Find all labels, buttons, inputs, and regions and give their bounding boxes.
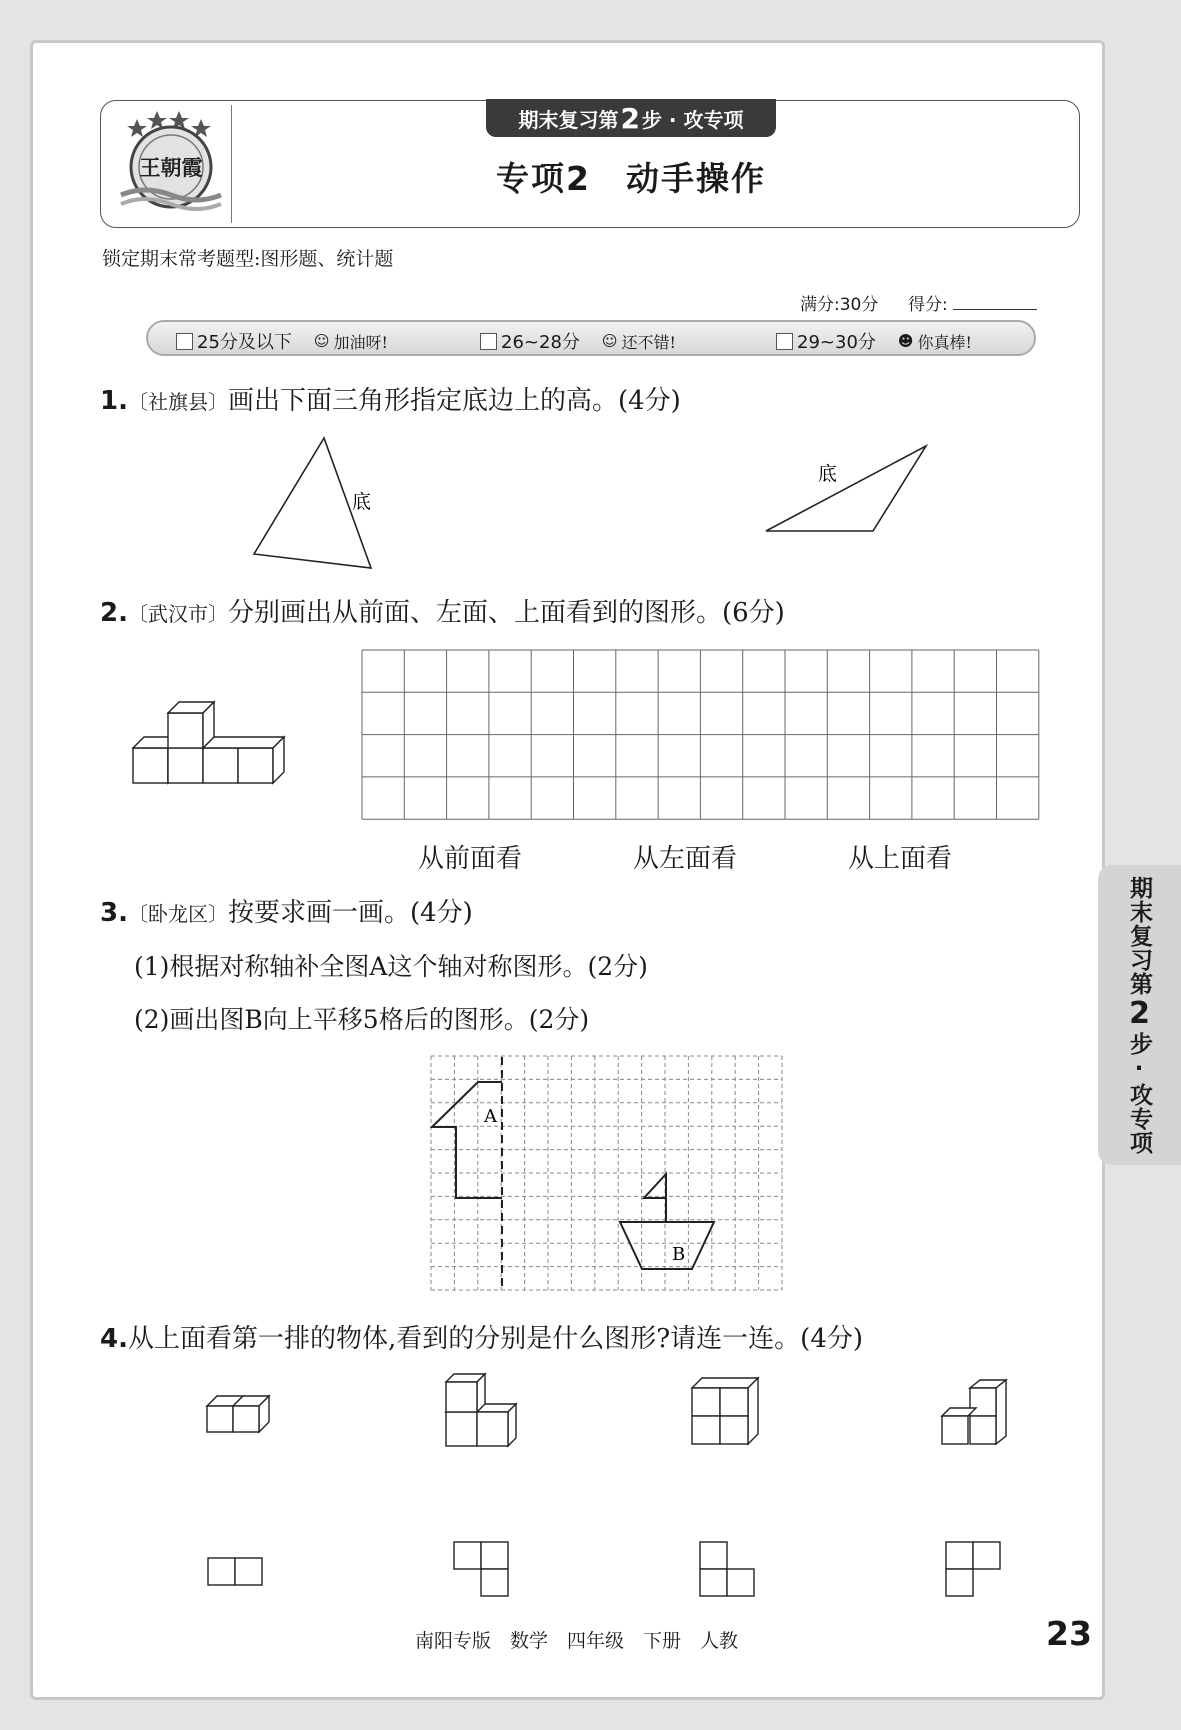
figure-b-sail xyxy=(644,1174,666,1198)
page-title: 专项2 动手操作 xyxy=(496,159,766,198)
q2-source: 〔武汉市〕 xyxy=(127,602,228,626)
svg-text:王朝霞: 王朝霞 xyxy=(139,155,203,180)
score-range-2: 26~28分 xyxy=(501,332,580,353)
front-view-label: 从前面看 xyxy=(418,844,523,874)
figure-a-label: A xyxy=(484,1106,497,1127)
q2-cube-stack xyxy=(128,690,298,790)
q4-view-option-3[interactable] xyxy=(698,1540,758,1602)
figure-a xyxy=(432,1082,502,1198)
q4-view-option-4[interactable] xyxy=(944,1540,1004,1602)
q4-text: 从上面看第一排的物体,看到的分别是什么图形?请连一连。(4分) xyxy=(127,1324,864,1354)
step-tab-prefix: 期末复习第 xyxy=(518,107,619,132)
q4-object-4[interactable] xyxy=(940,1378,1010,1454)
step-tab xyxy=(486,99,776,137)
q4-view-option-1[interactable] xyxy=(206,1556,266,1590)
q3-number: 3. xyxy=(100,898,128,928)
q3-source: 〔卧龙区〕 xyxy=(127,902,228,926)
header-box xyxy=(100,100,1080,228)
score-msg-3: 你真棒! xyxy=(917,332,972,352)
q3-sub2: (2)画出图B向上平移5格后的图形。(2分) xyxy=(134,1005,590,1034)
q1-text: 画出下面三角形指定底边上的高。(4分) xyxy=(227,386,681,416)
figure-b-label: B xyxy=(672,1244,686,1265)
q4-number: 4. xyxy=(100,1324,128,1354)
step-tab-number: 2 xyxy=(620,101,640,135)
logo-divider xyxy=(231,105,232,223)
score-seg-2 xyxy=(480,328,676,354)
top-view-label: 从上面看 xyxy=(848,844,953,874)
triangle-2[interactable] xyxy=(766,446,926,531)
q3-title xyxy=(100,892,473,929)
triangle-2-base-label: 底 xyxy=(818,463,838,485)
q4-title xyxy=(100,1318,863,1355)
score-blank-line[interactable] xyxy=(953,309,1037,310)
side-tab xyxy=(1098,865,1181,1165)
triangle-1-base-label: 底 xyxy=(352,491,372,513)
smile-face-icon: ☺ xyxy=(601,332,618,350)
full-score-label: 满分:30分 xyxy=(800,295,879,315)
left-view-label: 从左面看 xyxy=(633,844,738,874)
got-score-label: 得分: xyxy=(908,295,948,315)
side-tab-suffix: 步·攻专项 xyxy=(1126,1031,1152,1155)
score-msg-1: 加油呀! xyxy=(333,332,388,352)
q2-title xyxy=(100,592,785,629)
score-range-3: 29~30分 xyxy=(797,332,876,353)
logo-seal-icon xyxy=(115,107,227,219)
q2-number: 2. xyxy=(100,598,128,628)
step-tab-suffix: 步 · 攻专项 xyxy=(641,107,744,132)
q2-drawing-grid[interactable] xyxy=(361,649,1041,821)
cheer-face-icon: ☺ xyxy=(313,332,330,350)
score-seg-1 xyxy=(176,328,388,354)
q2-text: 分别画出从前面、左面、上面看到的图形。(6分) xyxy=(227,598,785,628)
q4-object-2[interactable] xyxy=(444,1372,520,1450)
q4-view-option-2[interactable] xyxy=(452,1540,512,1602)
score-bar xyxy=(146,320,1036,356)
figure-b-hull xyxy=(620,1222,714,1269)
score-seg-3 xyxy=(776,328,972,354)
score-checkbox-3[interactable] xyxy=(776,333,793,350)
q3-text: 按要求画一画。(4分) xyxy=(227,898,473,928)
score-range-1: 25分及以下 xyxy=(197,332,292,353)
q1-source: 〔社旗县〕 xyxy=(127,390,228,414)
score-msg-2: 还不错! xyxy=(621,332,676,352)
q1-triangles xyxy=(240,430,960,580)
score-checkbox-2[interactable] xyxy=(480,333,497,350)
happy-face-icon: ☻ xyxy=(897,332,914,350)
q4-object-1[interactable] xyxy=(205,1390,275,1440)
footer-text: 南阳专版 数学 四年级 下册 人教 xyxy=(415,1630,739,1652)
score-checkbox-1[interactable] xyxy=(176,333,193,350)
q3-sub1: (1)根据对称轴补全图A这个轴对称图形。(2分) xyxy=(134,952,648,981)
intro-text: 锁定期末常考题型:图形题、统计题 xyxy=(102,248,394,270)
page-number: 23 xyxy=(1046,1614,1092,1653)
side-tab-prefix: 期末复习第 xyxy=(1126,875,1152,996)
q3-dotted-grid[interactable] xyxy=(430,1055,786,1295)
q4-object-3[interactable] xyxy=(690,1376,762,1448)
side-tab-number: 2 xyxy=(1122,995,1157,1032)
q1-title xyxy=(100,380,681,417)
q1-number: 1. xyxy=(100,386,128,416)
